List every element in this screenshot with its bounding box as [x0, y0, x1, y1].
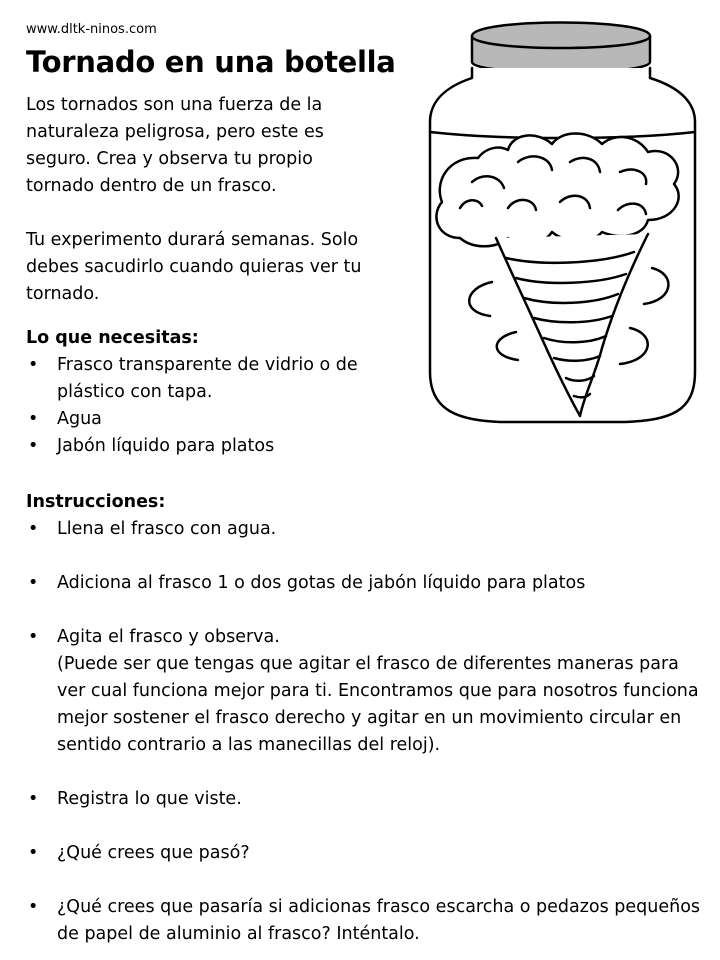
instructions-section: [26, 489, 706, 948]
step-text: Llena el frasco con agua.: [57, 519, 277, 539]
list-item: • Agua: [26, 406, 396, 433]
page-title: Tornado en una botella: [26, 45, 396, 79]
site-url: www.dltk-ninos.com: [26, 22, 157, 37]
tornado-jar-icon: [420, 12, 710, 432]
intro-text: [26, 92, 376, 308]
materials-section: [26, 325, 396, 460]
list-item: • Jabón líquido para platos: [26, 433, 396, 460]
instructions-heading: Instrucciones:: [26, 492, 166, 512]
list-item: • Frasco transparente de vidrio o de plástico con tapa.: [26, 352, 396, 406]
step-text: ¿Qué crees que pasaría si adicionas frasco escarcha o pedazos pequeños de papel de aluminio al frasco? Inténtalo.: [57, 897, 701, 944]
list-item: [26, 840, 706, 867]
step-text: Agita el frasco y observa.: [57, 627, 280, 647]
intro-paragraph: Tu experimento durará semanas. Solo debes sacudirlo cuando quieras ver tu tornado.: [26, 230, 362, 304]
step-text: Adiciona al frasco 1 o dos gotas de jabón líquido para platos: [57, 573, 586, 593]
list-item: [26, 624, 706, 759]
step-text: ¿Qué crees que pasó?: [57, 843, 250, 863]
step-text: Registra lo que viste.: [57, 789, 242, 809]
list-item: [26, 570, 706, 597]
instructions-list: [26, 516, 706, 948]
intro-paragraph: Los tornados son una fuerza de la naturaleza peligrosa, pero este es seguro. Crea y observa tu propio tornado dentro de un frasco.: [26, 95, 324, 196]
list-item: [26, 894, 706, 948]
list-item: [26, 516, 706, 543]
materials-list: [26, 352, 396, 460]
step-note: (Puede ser que tengas que agitar el frasco de diferentes maneras para ver cual funciona mejor para ti. Encontramos que para nosotros funciona mejor sostener el frasco derecho y agitar en un movimiento circular en sentido contrario a las manecillas del reloj).: [57, 654, 699, 755]
list-item: [26, 786, 706, 813]
materials-heading: Lo que necesitas:: [26, 328, 199, 348]
